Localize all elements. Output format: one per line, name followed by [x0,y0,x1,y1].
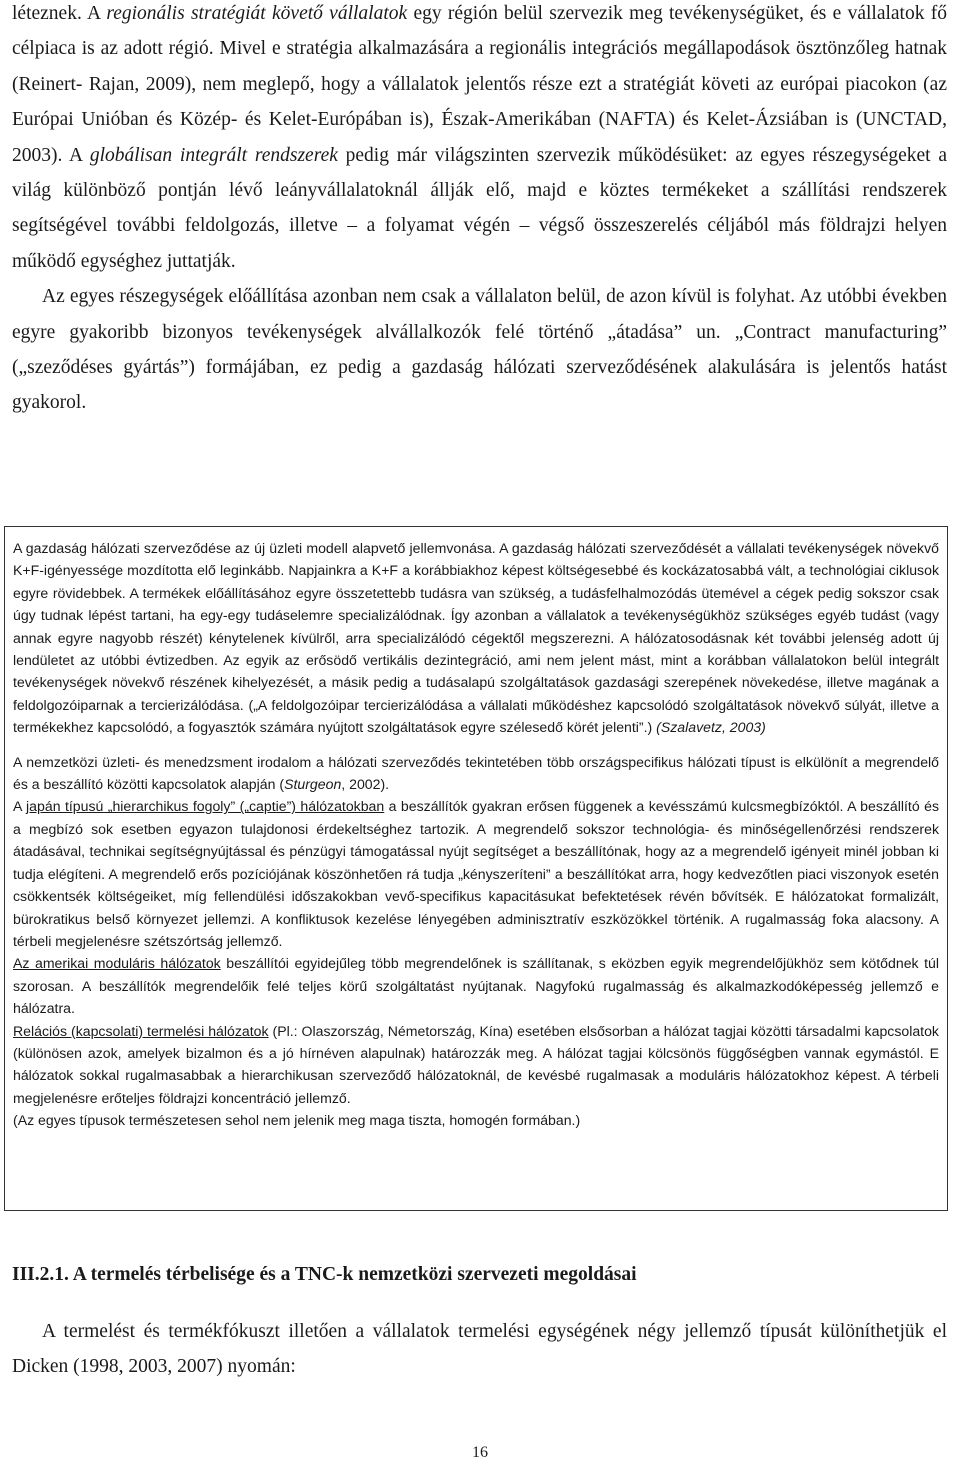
box-paragraph-japanese: A japán típusú „hierarchikus fogoly” („captie”) hálózatokban a beszállítók gyakran erősen függenek a kevésszámú kulcsmegbízóktól. A beszállító és a megbízó sok esetben egyazon tulajdonosi érdekeltséghez tartozik. A megrendelő sokszor technológia- és minőségellenőrzési rendszerek átadásával, technikai segítségnyújtással és pénzügyi támogatással nyújt segítséget a beszállítónak, hogy az a megrendelő igényeit minél jobban ki tudja elégíteni. A megrendelő erős pozíciójának köszönhetően rá tudja „kényszeríteni” a beszállítókat arra, hogy kedvezőtlen piaci viszonyok esetén csökkentsék költségeiket, míg fellendülési időszakokban vevő-specifikus kapacitásukat befektetések révén bővítsék. E hálózatokat formalizált, bürokratikus belső környezet jellemzi. A konfliktusok kezelése lényegében adminisztratív eszközökkel történik. A rugalmasság foka alacsony. A térbeli megjelenésre szétszórtság jellemző. [13,798,939,949]
term-american-networks: Az amerikai moduláris hálózatok [13,955,221,972]
box-paragraph-american: Az amerikai moduláris hálózatok beszállítói egyidejűleg több megrendelőnek is szállítanak, s eközben egyik megrendelőjükhöz sem kötődnek túl szorosan. A beszállítók megrendelőik felé teljes körű szolgáltatást nyújtanak. Nagyfokú rugalmasság és alkalmazkodóképesség jellemző e hálózatra. [13,955,939,1017]
intro-text [12,0,947,421]
italic-term-regional: regionális stratégiát követő vállalatok [106,3,408,24]
section-paragraph-1: A termelést és termékfókuszt illetően a vállalatok termelési egységének négy jellemző típusát különíthetjük el Dicken (1998, 2003, 2007) nyomán: [12,1321,947,1378]
intro-paragraph-2: Az egyes részegységek előállítása azonban nem csak a vállalaton belül, de azon kívül is folyhat. Az utóbbi években egyre gyakoribb bizonyos tevékenységek alvállalkozók felé történő „átadása” un. „Contract manufacturing” („szeződéses gyártás”) formájában, ez pedig a gazdaság hálózati szerveződésének alakulására is jelentős hatást gyakorol. [12,286,947,414]
box-paragraph-2: A nemzetközi üzleti- és menedzsment irodalom a hálózati szerveződés tekintetében több országspecifikus hálózati típust is elkülönít a megrendelő és a beszállító közötti kapcsolatok alapján (Sturgeon, 2002). [13,753,939,793]
term-relational-networks: Relációs (kapcsolati) termelési hálózatok [13,1022,269,1039]
citation-sturgeon: Sturgeon [284,776,342,793]
intro-paragraph-1: léteznek. A regionális stratégiát követő vállalatok egy régión belül szervezik meg tevékenységüket, és e vállalatok fő célpiaca is az adott régió. Mivel e stratégia alkalmazására a regionális integrációs megállapodások ösztönzőleg hatnak (Reinert- Rajan, 2009), nem meglepő, hogy a vállalatok jelentős része ezt a stratégiát követi az európai piacokon (az Európai Unióban és Közép- és Kelet-Európában is), Észak-Amerikában (NAFTA) és Kelet-Ázsiában is (UNCTAD, 2003). A globálisan integrált rendszerek pedig már világszinten szervezik működésüket: az egyes részegységeket a világ különböző pontján lévő leányvállalatoknál állják elő, majd e köztes termékeket a szállítási rendszerek segítségével további feldolgozás, illetve – a folyamat végén – végső összeszerelés céljából más földrajzi helyen működő egységhez juttatják. [12,3,947,272]
section-text [12,1314,947,1385]
box-paragraph-note: (Az egyes típusok természetesen sehol nem jelenik meg maga tiszta, homogén formában.) [13,1112,581,1129]
box-paragraph-relational: Relációs (kapcsolati) termelési hálózatok (Pl.: Olaszország, Németország, Kína) esetében elsősorban a hálózat tagjai közötti társadalmi kapcsolatok (különösen azok, amelyek bizalmon és a jó hírnéven alapulnak) határozzák meg. A hálózat tagjai kölcsönös függőségben vannak egymástól. E hálózatok sokkal rugalmasabbak a hierarchikusan szerveződő hálózatoknál, de kevésbé rugalmasak a moduláris hálózatokhoz képest. A térbeli megjelenésre erőteljes földrajzi koncentráció jellemző. [13,1022,939,1106]
italic-term-global: globálisan integrált rendszerek [89,144,338,166]
box-paragraph-1: A gazdaság hálózati szerveződése az új üzleti modell alapvető jellemvonása. A gazdaság hálózati szerveződését a vállalati tevékenységek növekvő K+F-igényessége mozdította elő leginkább. Napjainkra a K+F a korábbiakhoz képest költségesebbé és kockázatosabbá vált, a technológiai ciklusok egyre rövidebbek. A termékek előállításához egyre összetettebb tudásra van szükség, a tudásfelhalmozódás ütemével a cégek pedig sokszor csak úgy tudnak lépést tartani, ha egy-egy tudáselemre specializálódnak. Így azonban a vállalatok a tevékenységükhöz szükséges egyéb tudást (vagy annak egyre nagyobb részét) kénytelenek kívülről, arra specializálódó cégektől megszerezni. A hálózatosodásnak két további jelenség adott új lendületet az utóbbi évtizedben. Az egyik az erősödő vertikális dezintegráció, ami nem jelent mást, mint a korábban vállalatokon belül integrált tevékenységek növekvő részének kihelyezését, a másik pedig a tudásalapú szolgáltatások gazdasági szerepének növekedése, illetve magának a feldolgozóiparnak a tercierizálódása. („A feldolgozóipar tercierizálódása a vállalati működéshez kapcsolódó szolgáltatások növekvő súlyát, illetve a termékekhez kapcsolódó, a fogyasztók számára nyújtott szolgáltatások egyre szélesedő körét jelenti”.) (Szalavetz, 2003) [13,540,939,736]
info-box [4,526,948,1211]
term-japanese-networks: japán típusú „hierarchikus fogoly” („captie”) hálózatokban [26,798,385,815]
page-number: 16 [472,1444,488,1461]
citation-szalavetz: (Szalavetz, 2003) [656,719,766,736]
section-heading: III.2.1. A termelés térbelisége és a TNC-k nemzetközi szervezeti megoldásai [12,1264,637,1285]
